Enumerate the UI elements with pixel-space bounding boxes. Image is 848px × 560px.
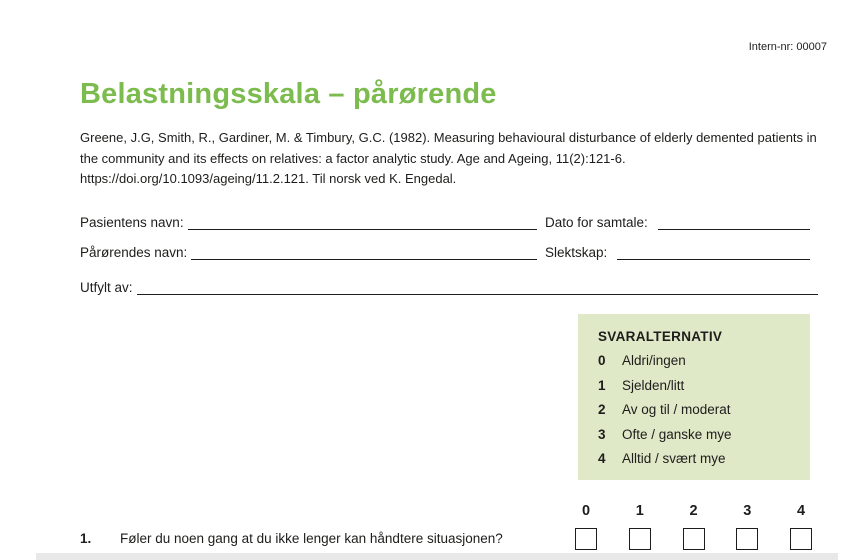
question-1-checkbox-3[interactable]	[736, 528, 758, 550]
field-filled-by	[80, 277, 818, 295]
answer-key-option	[598, 452, 800, 467]
patient-name-label: Pasientens navn:	[80, 215, 184, 230]
relation-label: Slektskap:	[545, 245, 608, 260]
filled-by-label: Utfylt av:	[80, 280, 133, 295]
scale-header-row	[575, 503, 812, 519]
filled-by-input-line[interactable]	[137, 277, 818, 295]
scale-header-1: 1	[635, 503, 644, 519]
question-1-number: 1.	[80, 531, 92, 546]
scale-header-0: 0	[581, 503, 591, 519]
answer-key-option	[598, 403, 800, 418]
answer-key-option	[598, 354, 800, 369]
field-patient-name	[80, 212, 537, 230]
scale-header-4: 4	[796, 503, 806, 519]
relative-name-label: Pårørendes navn:	[80, 245, 188, 260]
field-relative-name	[80, 242, 537, 260]
answer-key-option-label: Ofte / ganske mye	[622, 426, 732, 442]
scale-header-3: 3	[743, 503, 752, 519]
relative-name-input-line[interactable]	[191, 242, 537, 260]
question-1-checkbox-row	[575, 528, 812, 550]
answer-key-option-value: 4	[598, 451, 606, 466]
patient-name-input-line[interactable]	[188, 212, 537, 230]
question-1-checkbox-4[interactable]	[790, 528, 812, 550]
field-relation	[545, 242, 810, 260]
answer-key-option-value: 1	[598, 377, 606, 393]
answer-key-option-label: Av og til / moderat	[622, 402, 731, 417]
answer-key-option-label: Sjelden/litt	[622, 377, 685, 393]
relation-input-line[interactable]	[617, 242, 810, 260]
date-label: Dato for samtale:	[545, 215, 648, 230]
answer-key-option-label: Alltid / svært mye	[622, 451, 726, 466]
next-question-row-stripe	[36, 553, 838, 560]
answer-key-option-value: 3	[598, 426, 606, 442]
answer-key-option	[598, 428, 800, 443]
intern-number: Intern-nr: 00007	[748, 41, 827, 53]
question-1-checkbox-2[interactable]	[683, 528, 705, 550]
answer-key-title: SVARALTERNATIV	[598, 329, 723, 344]
answer-key-option-value: 2	[598, 402, 606, 417]
question-1-checkbox-1[interactable]	[629, 528, 651, 550]
answer-key-option-label: Aldri/ingen	[622, 353, 686, 368]
date-input-line[interactable]	[658, 212, 810, 230]
citation-text: Greene, J.G, Smith, R., Gardiner, M. & Timbury, G.C. (1982). Measuring behavioural disturbance of elderly demented patients in the community and its effects on relatives: a factor analytic study. Age and Ageing, 11(2):121-6. https://doi.org/10.1093/ageing/11.2.121. Til norsk ved K. Engedal.	[80, 130, 817, 186]
scale-header-2: 2	[689, 503, 698, 519]
page-title: Belastningsskala – pårørende	[80, 78, 497, 110]
answer-key-box	[578, 314, 810, 480]
answer-key-option-value: 0	[598, 353, 606, 368]
question-1-text: Føler du noen gang at du ikke lenger kan håndtere situasjonen?	[120, 531, 503, 546]
question-1-checkbox-0[interactable]	[575, 528, 597, 550]
field-date	[545, 212, 810, 230]
answer-key-option	[598, 379, 800, 394]
